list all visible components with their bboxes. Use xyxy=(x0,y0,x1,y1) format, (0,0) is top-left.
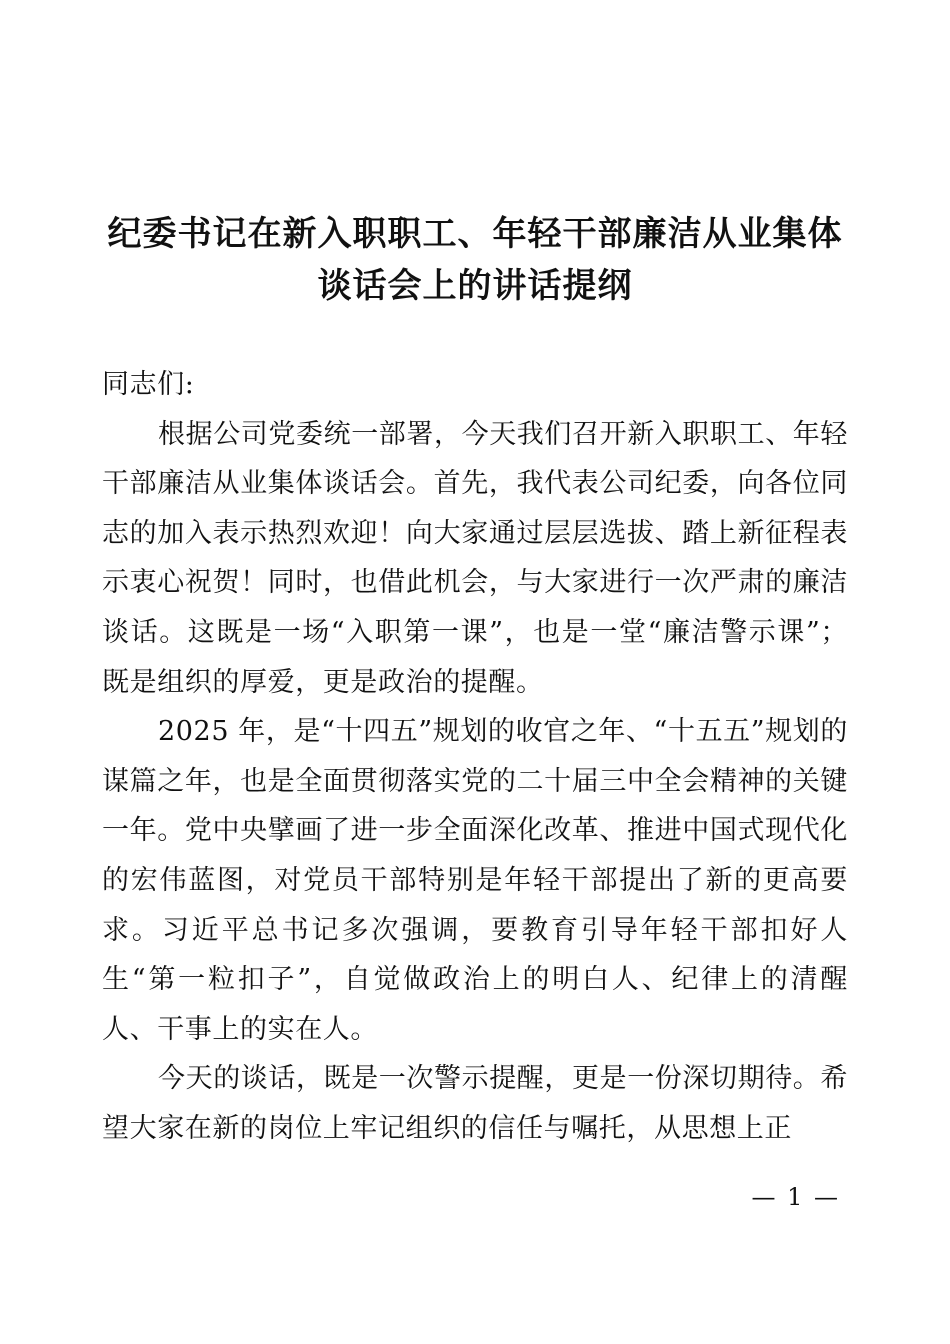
title-line-1: 纪委书记在新入职职工、年轻干部廉洁从业集体 xyxy=(107,214,843,254)
paragraph-2: 2025 年，是“十四五”规划的收官之年、“十五五”规划的谋篇之年，也是全面贯彻落实党的二十届三中全会精神的关键一年。党中央擘画了进一步全面深化改革、推进中国式现代化的宏伟蓝图，对党员干部特别是年轻干部提出了新的更高要求。习近平总书记多次强调，要教育引导年轻干部扣好人生“第一粒扣子”，自觉做政治上的明白人、纪律上的清醒人、干事上的实在人。 xyxy=(102,716,848,1045)
title-line-2: 谈话会上的讲话提纲 xyxy=(317,266,633,306)
document-body xyxy=(102,360,848,1154)
salutation: 同志们: xyxy=(102,369,195,400)
document-title xyxy=(90,208,860,312)
paragraph-3: 今天的谈话，既是一次警示提醒，更是一份深切期待。希望大家在新的岗位上牢记组织的信任与嘱托，从思想上正 xyxy=(102,1063,848,1144)
page-number: — 1 — xyxy=(751,1183,840,1211)
paragraph-1: 根据公司党委统一部署，今天我们召开新入职职工、年轻干部廉洁从业集体谈话会。首先，我代表公司纪委，向各位同志的加入表示热烈欢迎！向大家通过层层选拔、踏上新征程表示衷心祝贺！同时，也借此机会，与大家进行一次严肃的廉洁谈话。这既是一场“入职第一课”，也是一堂“廉洁警示课”；既是组织的厚爱，更是政治的提醒。 xyxy=(102,418,848,698)
